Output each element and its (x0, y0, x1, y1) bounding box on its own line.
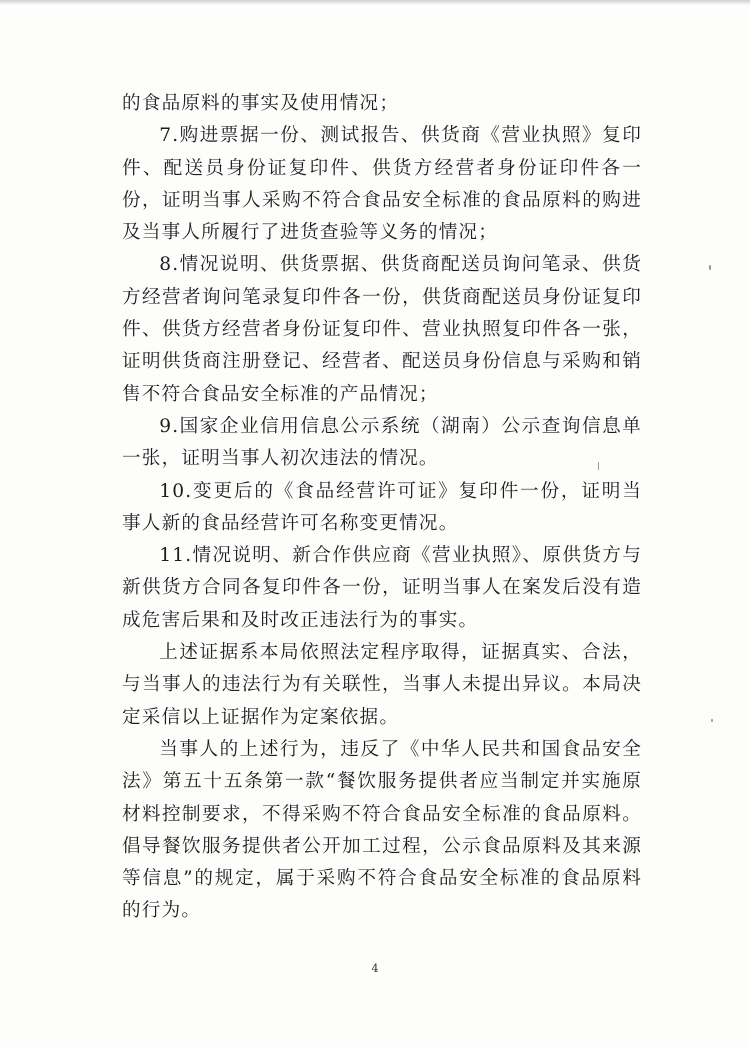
paragraph-item-11: 11.情况说明、新合作供应商《营业执照》、原供货方与新供货方合同各复印件各一份，证明当事人在案发后没有造成危害后果和及时改正违法行为的事实。 (122, 545, 642, 631)
page-number: 4 (371, 962, 379, 975)
paragraph-continuation: 的食品原料的事实及使用情况； (122, 93, 400, 114)
paragraph-violation: 当事人的上述行为，违反了《中华人民共和国食品安全法》第五十五条第一款“餐饮服务提供者应当制定并实施原材料控制要求，不得采购不符合食品安全标准的食品原料。倡导餐饮服务提供者公开加工过程，公示食品原料及其来源等信息”的规定，属于采购不符合食品安全标准的食品原料的行为。 (122, 738, 642, 922)
paragraph-item-9: 9.国家企业信用信息公示系统（湖南）公示查询信息单一张，证明当事人初次违法的情况。 (122, 415, 642, 470)
paragraph-evidence-summary: 上述证据系本局依照法定程序取得，证据真实、合法，与当事人的违法行为有关联性，当事人未提出异议。本局决定采信以上证据作为定案依据。 (122, 642, 642, 728)
paragraph-item-7: 7.购进票据一份、测试报告、供货商《营业执照》复印件、配送员身份证复印件、供货方经营者身份证印件各一份，证明当事人采购不符合食品安全标准的食品原料的购进及当事人所履行了进货查验等义务的情况； (122, 125, 642, 244)
body-text (122, 88, 642, 928)
scan-speck (709, 265, 711, 270)
scan-speck (598, 462, 599, 470)
paragraph-item-8: 8.情况说明、供货票据、供货商配送员询问笔录、供货方经营者询问笔录复印件各一份，供货商配送员身份证复印件、供货方经营者身份证复印件、营业执照复印件各一张，证明供货商注册登记、经营者、配送员身份信息与采购和销售不符合食品安全标准的产品情况； (122, 254, 642, 405)
scan-speck (711, 719, 713, 722)
paragraph-item-10: 10.变更后的《食品经营许可证》复印件一份，证明当事人新的食品经营许可名称变更情况。 (122, 480, 642, 534)
scan-top-edge (0, 0, 750, 5)
